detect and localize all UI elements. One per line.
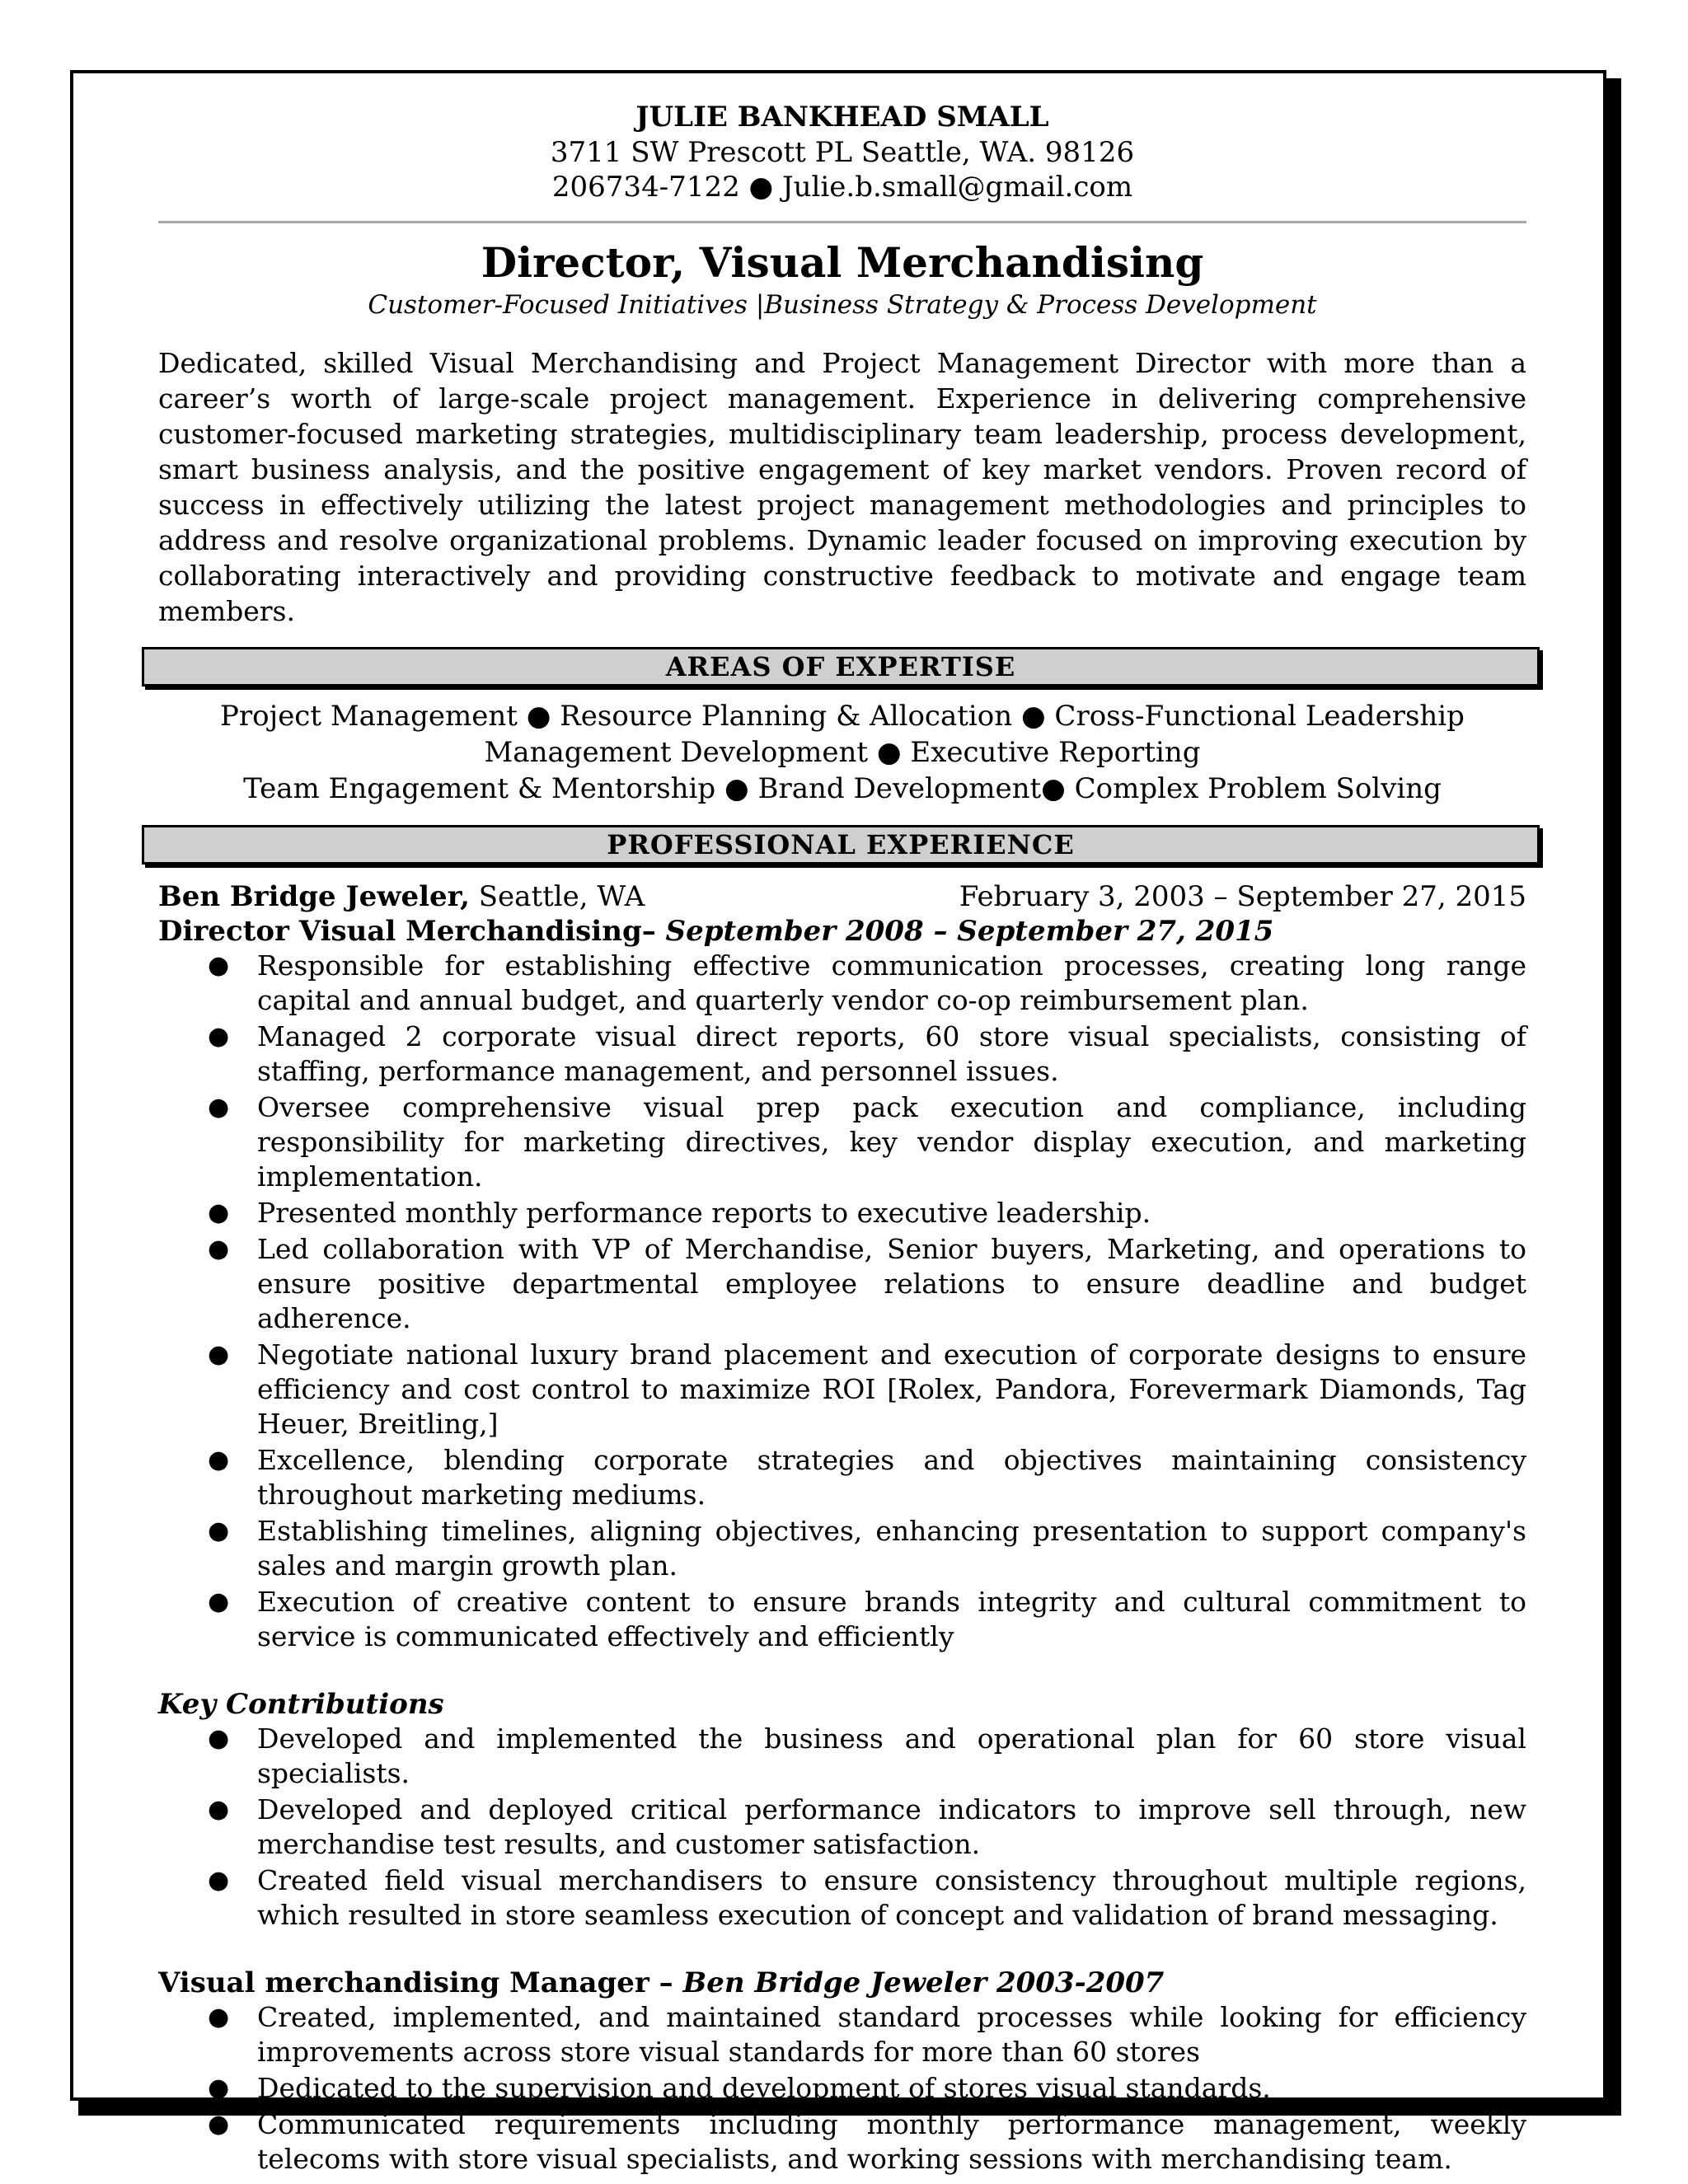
bullet-icon: ● (208, 1866, 230, 1895)
list-item-text: Communicated requirements including monthly performance management, weekly telecoms with store visual specialists, and working sessions with merchandising team. (257, 2108, 1526, 2175)
key-contributions-list (158, 1722, 1526, 1933)
role-period: Ben Bridge Jeweler 2003-2007 (682, 1966, 1165, 1999)
bullet-icon: ● (208, 2074, 230, 2102)
role-title-manager (158, 1966, 1526, 2000)
list-item-text: Developed and implemented the business and operational plan for 60 store visual specialists. (257, 1722, 1526, 1789)
list-item (158, 1090, 1526, 1194)
professional-summary: Dedicated, skilled Visual Merchandising and Project Management Director with more than a career’s worth of large-scale project management. Experience in delivering comprehensive customer-focused marketing strategies, multidisciplinary team leadership, process development, smart business analysis, and the positive engagement of key market vendors. Proven record of success in effectively utilizing the latest project management methodologies and principles to address and resolve organizational problems. Dynamic leader focused on improving execution by collaborating interactively and providing constructive feedback to motivate and engage team members. (158, 347, 1526, 627)
phone: 206734-7122 (551, 171, 740, 204)
list-item-text: Negotiate national luxury brand placement and execution of corporate designs to ensure efficiency and cost control to maximize ROI [Rolex, Pandora, Forevermark Diamonds, Tag Heuer, Breitling,] (257, 1338, 1526, 1440)
list-item-text: Establishing timelines, aligning objectives, enhancing presentation to support company's sales and margin growth plan. (257, 1515, 1526, 1582)
bullet-icon: ● (208, 1198, 230, 1227)
list-item-text: Oversee comprehensive visual prep pack execution and compliance, including responsibility for marketing directives, key vendor display execution, and marketing implementation. (257, 1091, 1526, 1193)
list-item-text: Excellence, blending corporate strategies and objectives maintaining consistency throughout marketing mediums. (257, 1444, 1526, 1511)
bullet-icon: ● (208, 2110, 230, 2139)
expertise-line: Project Management ● Resource Planning & Allocation ● Cross-Functional Leadership (220, 700, 1465, 733)
list-item-text: Dedicated to the supervision and development of stores visual standards. (257, 2072, 1271, 2104)
bullet-icon: ● (208, 1340, 230, 1369)
bullet-icon: ● (208, 2003, 230, 2032)
employer (158, 879, 645, 914)
list-item-text: Execution of creative content to ensure brands integrity and cultural commitment to service is communicated effectively and efficiently (257, 1586, 1526, 1652)
list-item (158, 1232, 1526, 1336)
director-duties-list (158, 949, 1526, 1654)
list-item-text: Created field visual merchandisers to ensure consistency throughout multiple regions, which resulted in store seamless execution of concept and validation of brand messaging. (257, 1864, 1526, 1931)
section-heading-expertise: AREAS OF EXPERTISE (142, 647, 1540, 687)
role-name: Director Visual Merchandising– (158, 915, 656, 948)
header-divider (158, 221, 1526, 223)
bullet-icon: ● (208, 1587, 230, 1616)
list-item-text: Managed 2 corporate visual direct reports, 60 store visual specialists, consisting of staffing, performance management, and personnel issues. (257, 1020, 1526, 1087)
employment-dates: February 3, 2003 – September 27, 2015 (959, 880, 1526, 913)
bullet-icon: ● (208, 1795, 230, 1824)
candidate-name: JULIE BANKHEAD SMALL (635, 101, 1049, 134)
role-title-director (158, 914, 1526, 949)
list-item (158, 1443, 1526, 1512)
bullet-icon: ● (208, 1724, 230, 1753)
bullet-icon: ● (208, 1022, 230, 1051)
list-item (158, 949, 1526, 1018)
headline-tagline: Customer-Focused Initiatives |Business Strategy & Process Development (368, 290, 1317, 320)
email: Julie.b.small@gmail.com (782, 171, 1133, 204)
expertise-line: Management Development ● Executive Reporting (484, 736, 1201, 769)
key-contributions-heading: Key Contributions (158, 1688, 444, 1721)
address-line: 3711 SW Prescott PL Seattle, WA. 98126 (550, 136, 1135, 169)
employer-name: Ben Bridge Jeweler, (158, 880, 470, 913)
employer-location: Seattle, WA (469, 880, 645, 913)
list-item (158, 2071, 1526, 2106)
role-period: September 2008 – September 27, 2015 (655, 915, 1274, 948)
list-item (158, 1722, 1526, 1791)
bullet-icon: ● (208, 1235, 230, 1263)
separator: ● (748, 171, 774, 204)
list-item-text: Presented monthly performance reports to executive leadership. (257, 1197, 1151, 1229)
bullet-icon: ● (208, 1093, 230, 1122)
bullet-icon: ● (208, 1516, 230, 1545)
contact-line (158, 170, 1526, 204)
list-item (158, 1585, 1526, 1654)
headline-title: Director, Visual Merchandising (481, 238, 1204, 287)
section-heading-experience: PROFESSIONAL EXPERIENCE (142, 825, 1540, 865)
list-item (158, 1338, 1526, 1441)
list-item (158, 2000, 1526, 2069)
employer-row (158, 879, 1526, 914)
expertise-line: Team Engagement & Mentorship ● Brand Development● Complex Problem Solving (243, 772, 1442, 805)
bullet-icon: ● (208, 1446, 230, 1474)
list-item-text: Led collaboration with VP of Merchandise, Senior buyers, Marketing, and operations to ensure positive departmental employee relations to ensure deadline and budget adherence. (257, 1233, 1526, 1334)
list-item (158, 1196, 1526, 1230)
list-item (158, 1514, 1526, 1583)
list-item-text: Created, implemented, and maintained standard processes while looking for efficiency improvements across store visual standards for more than 60 stores (257, 2001, 1526, 2068)
list-item (158, 1793, 1526, 1862)
bullet-icon: ● (208, 951, 230, 980)
list-item (158, 1019, 1526, 1089)
list-item-text: Responsible for establishing effective communication processes, creating long range capital and annual budget, and quarterly vendor co-op reimbursement plan. (257, 949, 1526, 1016)
list-item-text: Developed and deployed critical performance indicators to improve sell through, new merchandise test results, and customer satisfaction. (257, 1793, 1526, 1860)
list-item (158, 2107, 1526, 2177)
resume-page (158, 91, 1526, 2178)
role-name: Visual merchandising Manager – (158, 1966, 683, 1999)
list-item (158, 1863, 1526, 1933)
manager-duties-list (158, 2000, 1526, 2177)
